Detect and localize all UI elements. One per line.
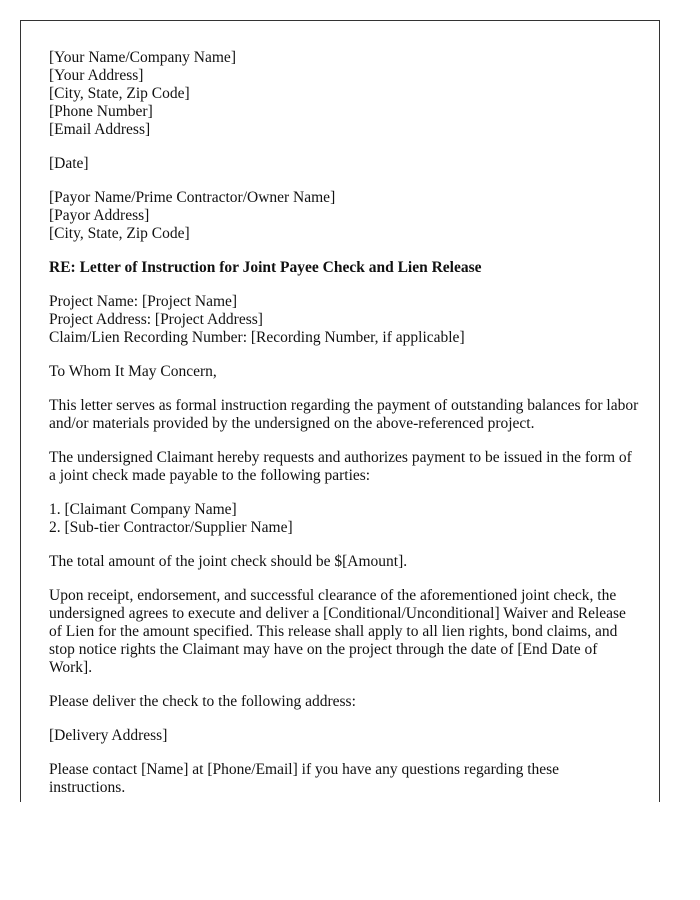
- sender-phone: [Phone Number]: [49, 103, 153, 120]
- body-paragraph-contact: Please contact [Name] at [Phone/Email] if you have any questions regarding these instructions.: [49, 761, 560, 796]
- body-paragraph-request: The undersigned Claimant hereby requests and authorizes payment to be issued in the form of a joint check made payable to the following parties:: [49, 449, 632, 484]
- project-name: Project Name: [Project Name]: [49, 293, 238, 310]
- letter-date: [Date]: [49, 155, 89, 172]
- payee-item: 1. [Claimant Company Name]: [49, 501, 237, 518]
- sender-address: [Your Address]: [49, 67, 144, 84]
- project-block: [49, 293, 639, 347]
- body-paragraph-delivery: Please deliver the check to the following address:: [49, 693, 356, 710]
- recipient-city-state-zip: [City, State, Zip Code]: [49, 225, 190, 242]
- recipient-address: [Payor Address]: [49, 207, 150, 224]
- salutation: To Whom It May Concern,: [49, 363, 217, 380]
- payee-item: 2. [Sub-tier Contractor/Supplier Name]: [49, 519, 293, 536]
- body-paragraph-release: Upon receipt, endorsement, and successful clearance of the aforementioned joint check, the undersigned agrees to execute and deliver a [Conditional/Unconditional] Waiver and Release of Lien for the amount specified. This release shall apply to all lien rights, bond claims, and stop notice rights the Claimant may have on the project through the date of [End Date of Work].: [49, 587, 626, 676]
- delivery-address: [Delivery Address]: [49, 727, 168, 744]
- date-block: [49, 155, 639, 173]
- subject-line: RE: Letter of Instruction for Joint Payee Check and Lien Release: [49, 259, 482, 276]
- letter-content: [49, 49, 639, 802]
- project-address: Project Address: [Project Address]: [49, 311, 263, 328]
- letter-page: [20, 20, 660, 802]
- recipient-block: [49, 189, 639, 243]
- sender-city-state-zip: [City, State, Zip Code]: [49, 85, 190, 102]
- recipient-name: [Payor Name/Prime Contractor/Owner Name]: [49, 189, 336, 206]
- claim-recording-number: Claim/Lien Recording Number: [Recording Number, if applicable]: [49, 329, 465, 346]
- body-paragraph-purpose: This letter serves as formal instruction regarding the payment of outstanding balances for labor and/or materials provided by the undersigned on the above-referenced project.: [49, 397, 639, 432]
- body-paragraph-amount: The total amount of the joint check should be $[Amount].: [49, 553, 408, 570]
- sender-block: [49, 49, 639, 139]
- sender-email: [Email Address]: [49, 121, 151, 138]
- sender-name: [Your Name/Company Name]: [49, 49, 236, 66]
- payee-list: [49, 501, 639, 537]
